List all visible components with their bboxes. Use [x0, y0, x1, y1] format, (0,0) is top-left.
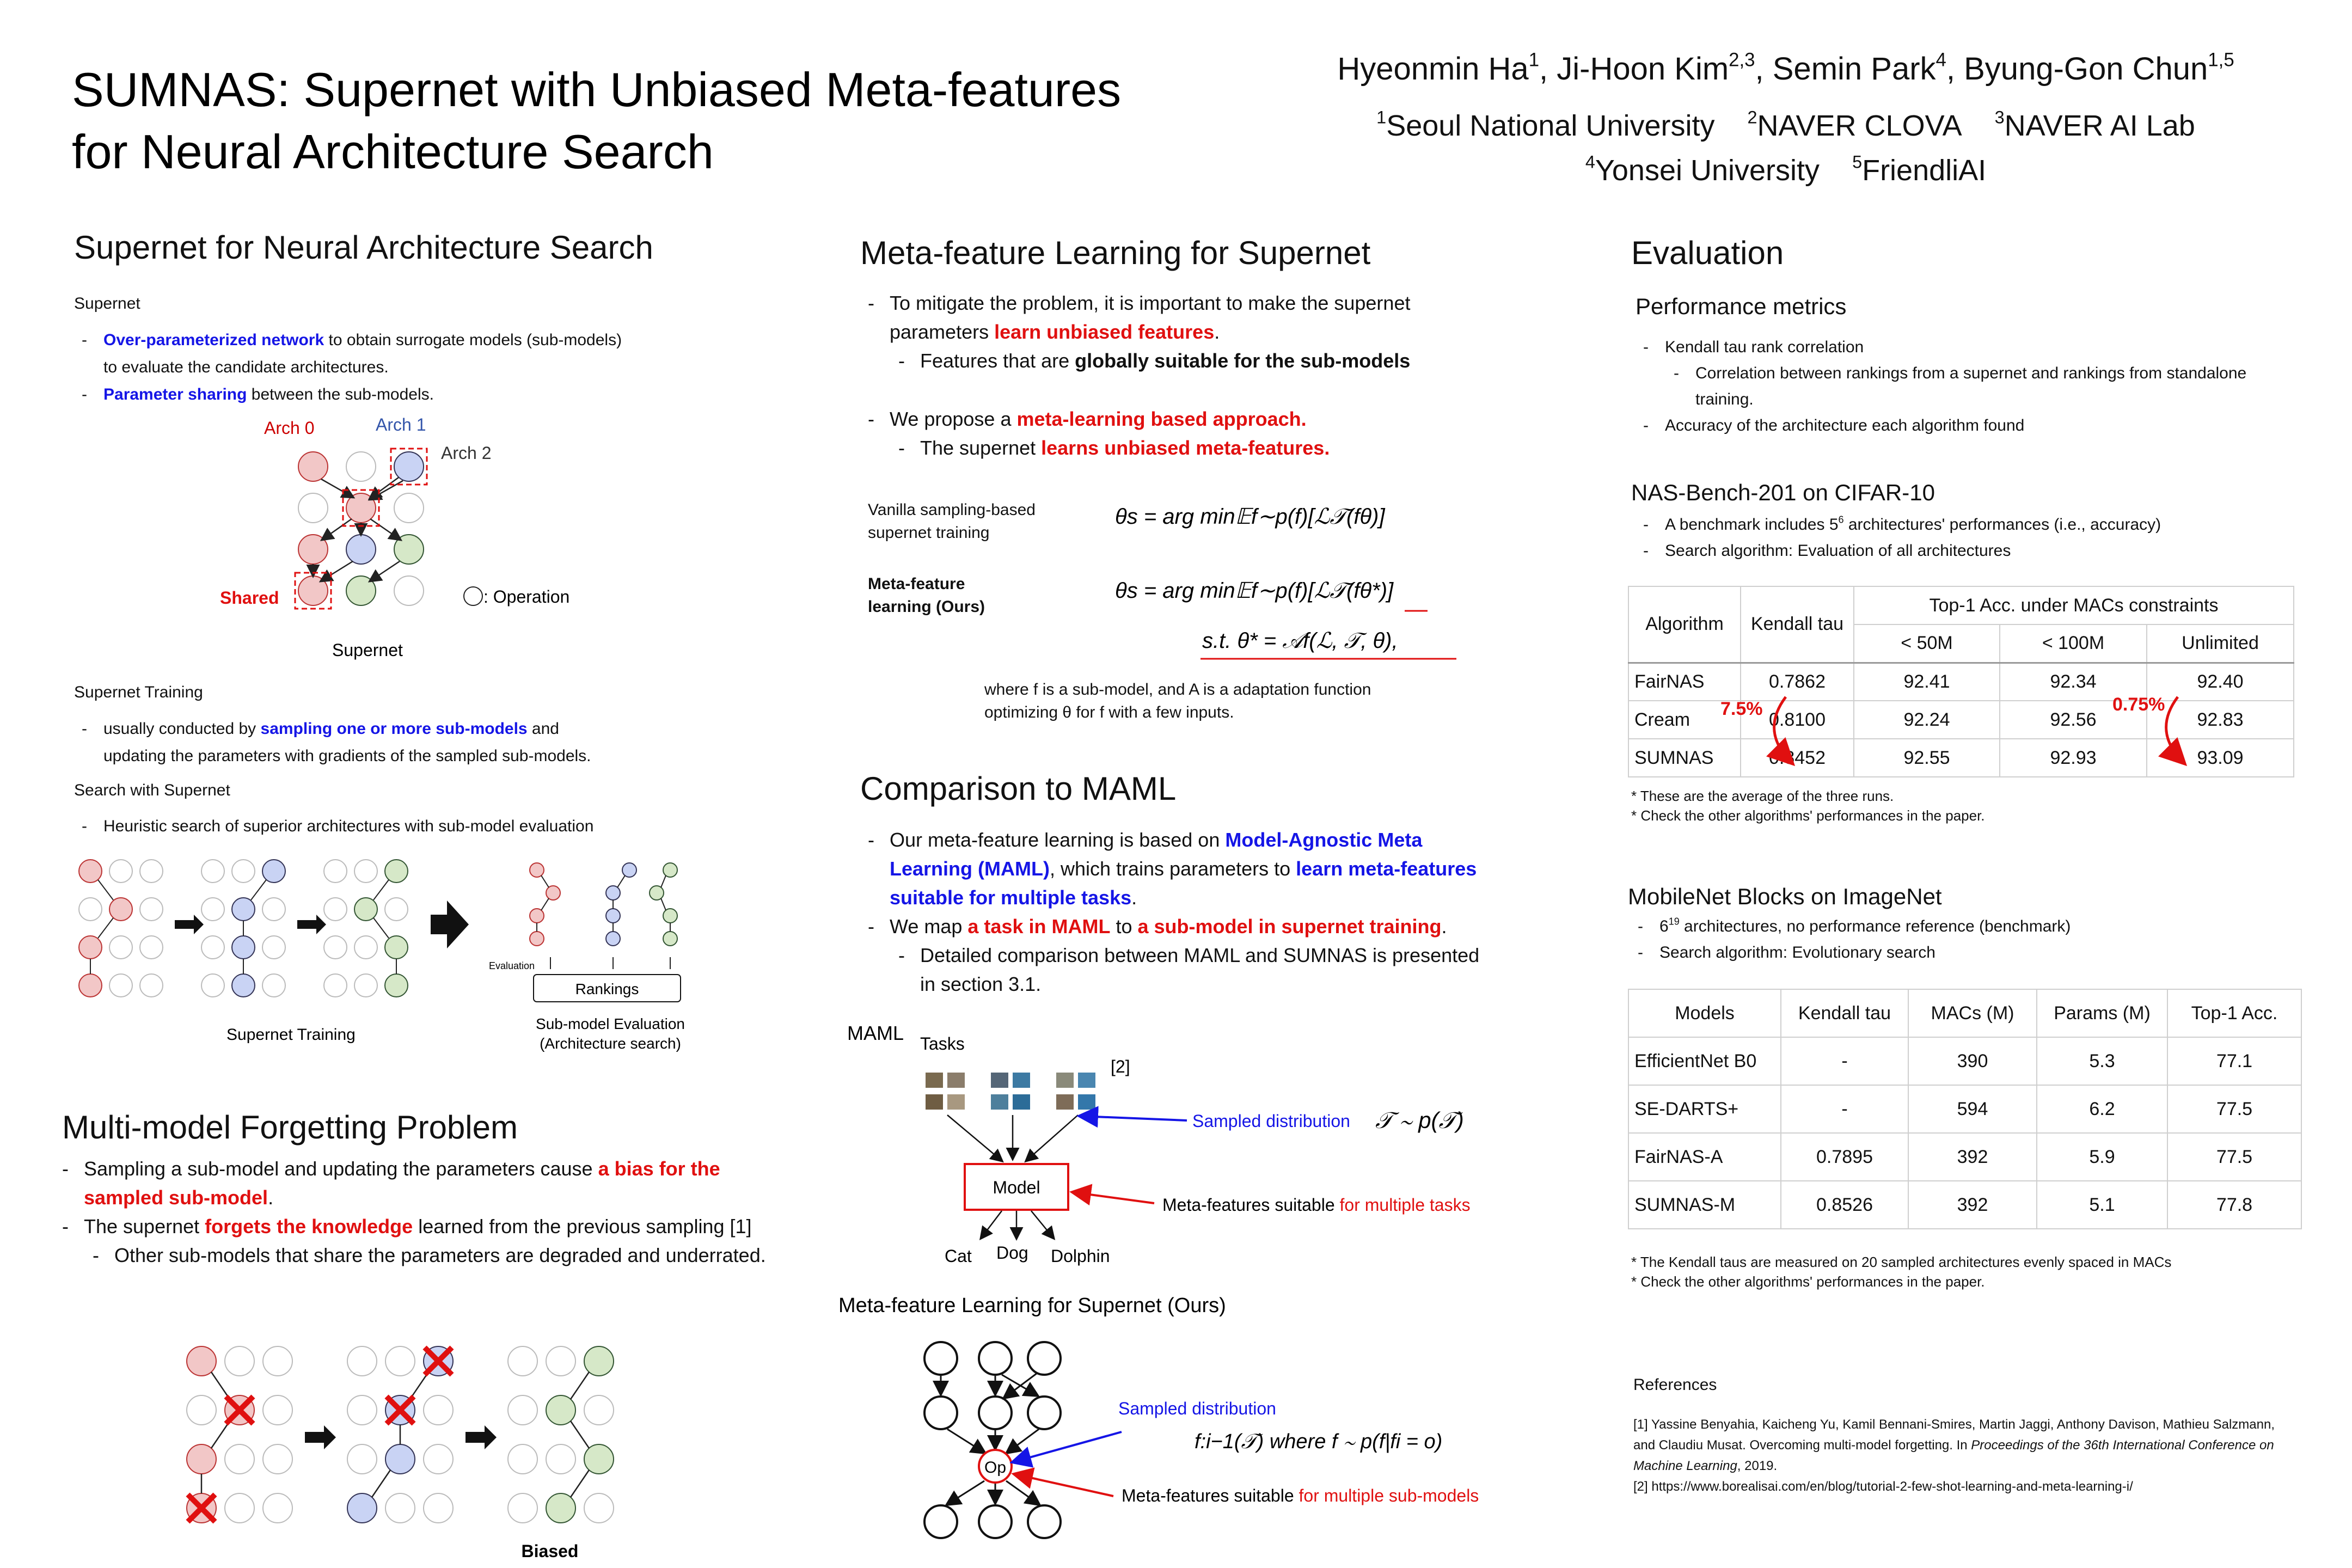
- subheading-supernet: Supernet: [74, 295, 140, 313]
- bullet-item: - A benchmark includes $5^6$ architectures' performances (i.e., accuracy): [1636, 512, 2305, 538]
- table-header: Unlimited: [2147, 624, 2294, 663]
- task-dist-eq: 𝒯 ∼ p(𝒯): [1375, 1107, 1464, 1133]
- search-bullets: [74, 816, 836, 837]
- bullet-item: - Accuracy of the architecture each algorithm found: [1636, 413, 2305, 439]
- meta-features-submodels: Meta-features suitable for multiple sub-models: [1122, 1486, 1479, 1505]
- affiliations-line-2: $^4$Yonsei University $^5$FriendliAI: [1585, 152, 1987, 187]
- table-header: Top-1 Acc. under MACs constraints: [1854, 586, 2294, 624]
- bullet-item: - usually conducted by sampling one or more sub-models and updating the parameters with gradients of the sampled sub-models.: [74, 715, 836, 770]
- operation-legend-icon: [464, 587, 482, 605]
- mobilenet-table: [1628, 989, 2302, 1229]
- affiliation: Seoul National University: [1386, 109, 1715, 142]
- meta-features-tasks: Meta-features suitable for multiple tasks: [1162, 1195, 1471, 1215]
- references-list: [1633, 1414, 2298, 1497]
- supernet-grid-green: [324, 860, 408, 997]
- author-name: Byung-Gon Chun: [1964, 51, 2208, 87]
- bullet-item: - Kendall tau rank correlation: [1636, 334, 2305, 360]
- vanilla-label: Vanilla sampling-based supernet training: [868, 501, 1036, 542]
- section-title-supernet-nas: Supernet for Neural Architecture Search: [74, 229, 653, 266]
- forgetting-bullets: [54, 1154, 784, 1270]
- affiliation: Yonsei University: [1595, 154, 1820, 187]
- affiliation: NAVER CLOVA: [1757, 109, 1962, 142]
- affiliation: NAVER AI Lab: [2004, 109, 2195, 142]
- class-dolphin: Dolphin: [1051, 1246, 1110, 1266]
- title-line-1: SUMNAS: Supernet with Unbiased Meta-features: [72, 63, 1122, 117]
- sub-bullet-item: - The supernet learns unbiased meta-features.: [860, 433, 1486, 462]
- biased-label: Biased: [521, 1541, 579, 1561]
- section-title-meta-feature: Meta-feature Learning for Supernet: [860, 235, 1371, 271]
- section-title-forgetting: Multi-model Forgetting Problem: [62, 1109, 518, 1146]
- table-row: EfficientNet B0 - 390 5.3 77.1: [1628, 1037, 2301, 1085]
- author-name: Semin Park: [1772, 51, 1936, 87]
- improvement-arrows: [1764, 686, 2287, 773]
- table-row: SUMNAS-M 0.8526 392 5.1 77.8: [1628, 1181, 2301, 1229]
- arch0-label: Arch 0: [264, 418, 315, 438]
- class-dog: Dog: [996, 1243, 1028, 1263]
- reference-2: [2] https://www.borealisai.com/en/blog/tutorial-2-few-shot-learning-and-meta-learning-i/: [1633, 1479, 2133, 1494]
- supernet-diagram: [207, 411, 621, 667]
- evaluation-label: Evaluation: [489, 960, 535, 971]
- equations: [1105, 490, 1497, 670]
- poster-title: [72, 59, 1270, 183]
- section-title-maml: Comparison to MAML: [860, 770, 1177, 807]
- sub-bullet-item: - Correlation between rankings from a supernet and rankings from standalone training.: [1636, 360, 2305, 413]
- table-row: SE-DARTS+ - 594 6.2 77.5: [1628, 1085, 2301, 1133]
- author-name: Ji-Hoon Kim: [1557, 51, 1729, 87]
- meta-learning-label: Meta-feature learning (Ours): [868, 575, 985, 616]
- table-row: FairNAS 0.7862 92.41 92.34 92.40: [1628, 663, 2294, 701]
- shared-label: Shared: [220, 588, 279, 608]
- subheading-nas-bench: NAS-Bench-201 on CIFAR-10: [1631, 480, 1935, 505]
- bullet-item: - We propose a meta-learning based approach.: [860, 405, 1486, 433]
- sub-bullet-item: - Features that are globally suitable for the sub-models: [860, 346, 1486, 375]
- table-row: SUMNAS 0.8452 92.55 92.93 93.09: [1628, 739, 2294, 777]
- title-line-2: for Neural Architecture Search: [72, 125, 714, 179]
- model-label: Model: [993, 1178, 1040, 1197]
- operation-legend: : Operation: [483, 587, 570, 607]
- supernet-grid-red: [79, 860, 163, 997]
- table-header: Kendall tau: [1741, 586, 1854, 663]
- table-header: < 50M: [1854, 624, 2000, 663]
- task-images: [926, 1073, 1095, 1110]
- supernet-bullets: [74, 327, 809, 408]
- improvement-acc: 0.75%: [2112, 694, 2165, 715]
- table-header: MACs (M): [1908, 989, 2037, 1037]
- table-row: Cream 0.8100 92.24 92.56 92.83: [1628, 701, 2294, 739]
- meta-feature-bullets: [860, 289, 1486, 462]
- bullet-item: - Sampling a sub-model and updating the parameters cause a bias for the sampled sub-model.: [54, 1154, 784, 1212]
- submodel-eval-caption-2: (Architecture search): [540, 1035, 681, 1052]
- maml-label: MAML: [847, 1022, 904, 1044]
- author-list: Hyeonmin Ha$^1$, Ji-Hoon Kim$^{2,3}$, Semin Park$^4$, Byung-Gon Chun$^{1,5}$: [1337, 49, 2234, 87]
- maml-bullets: [860, 825, 1486, 999]
- section-title-evaluation: Evaluation: [1631, 235, 1784, 271]
- arch2-label: Arch 2: [441, 443, 492, 463]
- bullet-item: - Parameter sharing between the sub-models.: [74, 381, 809, 408]
- equation-vanilla: θs = arg min𝔼f∼p(f)[ℒ𝒯(fθ)]: [1115, 505, 1385, 529]
- bullet-item: - Over-parameterized network to obtain surrogate models (sub-models) to evaluate the candidate architectures.: [74, 327, 809, 381]
- bullet-item: - To mitigate the problem, it is important to make the supernet parameters learn unbiased features.: [860, 289, 1486, 346]
- references-heading: References: [1633, 1376, 1717, 1394]
- perf-bullets: [1636, 334, 2305, 439]
- bullet-item: - Search algorithm: Evaluation of all architectures: [1636, 538, 2305, 564]
- supernet-training-caption: Supernet Training: [226, 1026, 356, 1044]
- affiliations-line-1: $^1$Seoul National University $^2$NAVER CLOVA $^3$NAVER AI Lab: [1376, 107, 2195, 142]
- equation-meta: θs = arg min𝔼f∼p(f)[ℒ𝒯(fθ*)]: [1115, 579, 1394, 603]
- search-diagram: [74, 855, 847, 1067]
- maml-diagram: [838, 1018, 1546, 1563]
- bullet-item: - The supernet forgets the knowledge learned from the previous sampling [1]: [54, 1212, 784, 1241]
- bullet-item: - Our meta-feature learning is based on Model-Agnostic Meta Learning (MAML), which trains parameters to learn meta-features suitable for multiple tasks.: [860, 825, 1486, 912]
- equation-where: where f is a sub-model, and A is a adaptation function optimizing θ for f with a few inputs.: [984, 681, 1371, 721]
- table2-notes: * The Kendall taus are measured on 20 sampled architectures evenly spaced in MACs * Check the other algorithms' performances in the paper.: [1631, 1254, 2172, 1290]
- submodel-eval: [489, 863, 681, 1002]
- table-header: Kendall tau: [1781, 989, 1908, 1037]
- nas-bench-bullets: [1636, 512, 2305, 564]
- class-cat: Cat: [945, 1246, 972, 1266]
- subheading-search: Search with Supernet: [74, 781, 230, 799]
- bullet-item: - $6^{19}$ architectures, no performance reference (benchmark): [1630, 914, 2300, 940]
- arch1-label: Arch 1: [376, 415, 426, 434]
- table-header: Algorithm: [1628, 586, 1741, 663]
- sampled-dist-label: Sampled distribution: [1192, 1111, 1350, 1131]
- sub-bullet-item: - Other sub-models that share the parameters are degraded and underrated.: [54, 1241, 784, 1270]
- ours-label: Meta-feature Learning for Supernet (Ours): [838, 1294, 1226, 1317]
- table-header: < 100M: [2000, 624, 2147, 663]
- table-header: Top-1 Acc.: [2167, 989, 2301, 1037]
- improvement-kendall: 7.5%: [1720, 699, 1763, 719]
- affiliation: FriendliAI: [1862, 154, 1987, 187]
- table-header: Params (M): [2037, 989, 2167, 1037]
- ours-network: [924, 1342, 1061, 1538]
- reference-1: [1] Yassine Benyahia, Kaicheng Yu, Kamil Bennani-Smires, Martin Jaggi, Anthony Davison, Mathieu Salzmann, and Claudiu Musat. Overcoming multi-model forgetting. In Proceedings of the 36th International Conference on Machine Learning, 2019.: [1633, 1417, 2275, 1473]
- bullet-item: - Search algorithm: Evolutionary search: [1630, 940, 2300, 966]
- author-name: Hyeonmin Ha: [1337, 51, 1529, 87]
- equation-constraint: s.t. θ* = 𝒜f(ℒ, 𝒯, θ),: [1202, 629, 1398, 653]
- subheading-mobilenet: MobileNet Blocks on ImageNet: [1628, 884, 1942, 909]
- ref-2: [2]: [1111, 1057, 1130, 1076]
- table1-notes: * These are the average of the three runs. * Check the other algorithms' performances in the paper.: [1631, 788, 1985, 824]
- submodel-eval-caption-1: Sub-model Evaluation: [536, 1015, 685, 1032]
- bullet-item: - We map a task in MAML to a sub-model in supernet training.: [860, 912, 1486, 941]
- ours-sampled-eq: f:i−1(𝒯) where f ∼ p(f|fi = o): [1195, 1430, 1443, 1453]
- subheading-performance-metrics: Performance metrics: [1636, 293, 1847, 319]
- training-bullets: [74, 715, 836, 770]
- sub-bullet-item: - Detailed comparison between MAML and SUMNAS is presented in section 3.1.: [860, 941, 1486, 999]
- forgetting-diagram: [174, 1339, 800, 1568]
- rankings-label: Rankings: [575, 981, 639, 997]
- tasks-label: Tasks: [920, 1034, 965, 1054]
- supernet-caption: Supernet: [332, 640, 403, 660]
- subheading-supernet-training: Supernet Training: [74, 683, 203, 701]
- supernet-grid-blue: [201, 860, 285, 997]
- table-row: FairNAS-A 0.7895 392 5.9 77.5: [1628, 1133, 2301, 1181]
- ours-sampled-label: Sampled distribution: [1118, 1399, 1276, 1418]
- table-header: Models: [1628, 989, 1781, 1037]
- bullet-item: - Heuristic search of superior architectures with sub-model evaluation: [74, 816, 836, 837]
- mobilenet-bullets: [1630, 914, 2300, 966]
- op-label: Op: [984, 1459, 1007, 1477]
